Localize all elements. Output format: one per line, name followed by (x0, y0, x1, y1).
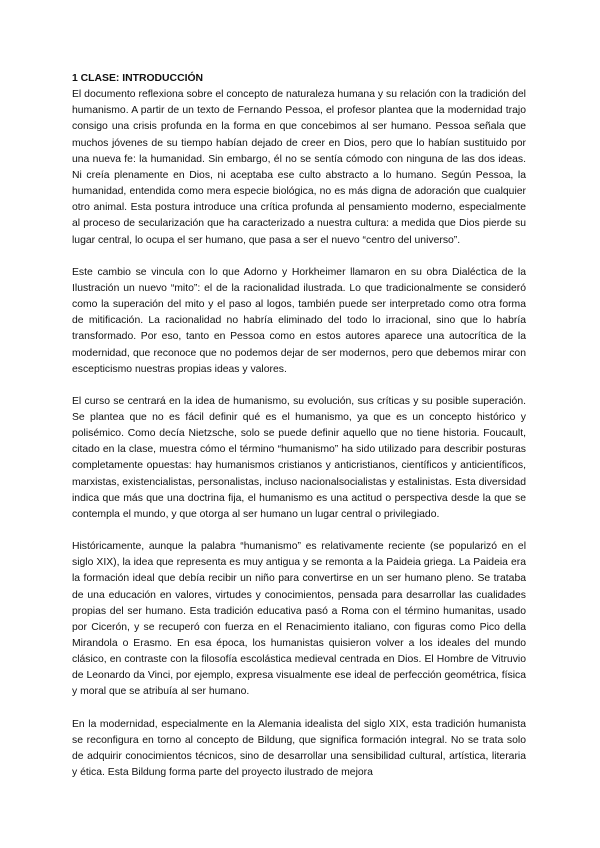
paragraph-1: El documento reflexiona sobre el concepto de naturaleza humana y su relación con la tradición del humanismo. A partir de un texto de Fernando Pessoa, el profesor plantea que la modernidad trajo consigo una crisis profunda en la forma en que concebimos al ser humano. Pessoa señala que muchos jóvenes de su tiempo habían dejado de creer en Dios, pero que lo habían sustituido por una nueva fe: la humanidad. Sin embargo, él no se sentía cómodo con ninguna de las dos ideas. Ni creía plenamente en Dios, ni aceptaba ese culto abstracto a lo humano. Según Pessoa, la humanidad, entendida como mera especie biológica, no es más digna de adoración que cualquier otro animal. Esta postura introduce una crítica profunda al pensamiento moderno, especialmente al proceso de secularización que ha caracterizado a nuestra cultura: a medida que Dios pierde su lugar central, lo ocupa el ser humano, que pasa a ser el nuevo “centro del universo”. (72, 89, 526, 246)
paragraph-2: Este cambio se vincula con lo que Adorno y Horkheimer llamaron en su obra Dialéctica de la Ilustración un nuevo “mito”: el de la racionalidad ilustrada. Lo que tradicionalmente se consideró como la superación del mito y el paso al logos, también puede ser interpretado como otra forma de mitificación. La racionalidad no habría eliminado del todo lo irracional, sino que lo habría transformado. Por eso, tanto en Pessoa como en estos autores aparece una autocrítica de la modernidad, que reconoce que no podemos dejar de ser modernos, pero que debemos mirar con escepticismo nuestras propias ideas y valores. (72, 266, 526, 375)
paragraph-3: El curso se centrará en la idea de humanismo, su evolución, sus críticas y su posible superación. Se plantea que no es fácil definir qué es el humanismo, ya que es un concepto histórico y polisémico. Como decía Nietzsche, solo se puede definir aquello que no tiene historia. Foucault, citado en la clase, muestra cómo el término “humanismo” ha sido utilizado para describir posturas completamente opuestas: hay humanismos cristianos y anticristianos, científicos y anticientíficos, marxistas, existencialistas, personalistas, incluso nacionalsocialistas y estalinistas. Esta diversidad indica que más que una doctrina fija, el humanismo es una actitud o perspectiva desde la que se contempla el mundo, y que otorga al ser humano un lugar central o privilegiado. (72, 395, 526, 520)
paragraph-4: Históricamente, aunque la palabra “humanismo” es relativamente reciente (se popularizó en el siglo XIX), la idea que representa es muy antigua y se remonta a la Paideia griega. La Paideia era la formación ideal que debía recibir un niño para convertirse en un ser humano pleno. Se trataba de una educación en valores, virtudes y conocimientos, pensada para desarrollar las cualidades propias del ser humano. Esta tradición educativa pasó a Roma con el término humanitas, usado por Cicerón, y se recuperó con fuerza en el Renacimiento italiano, con figuras como Pico della Mirandola o Erasmo. En esa época, los humanistas quisieron volver a los ideales del mundo clásico, en contraste con la filosofía escolástica medieval centrada en Dios. El Hombre de Vitruvio de Leonardo da Vinci, por ejemplo, expresa visualmente ese ideal de perfección geométrica, física y moral que se atribuía al ser humano. (72, 541, 526, 698)
paragraph-5: En la modernidad, especialmente en la Alemania idealista del siglo XIX, esta tradición humanista se reconfigura en torno al concepto de Bildung, que significa formación integral. No se trata solo de adquirir conocimientos técnicos, sino de desarrollar una sensibilidad cultural, artística, literaria y ética. Esta Bildung forma parte del proyecto ilustrado de mejora (72, 718, 526, 779)
document-page (72, 71, 526, 797)
page-title: 1 CLASE: INTRODUCCIÓN (72, 73, 204, 84)
